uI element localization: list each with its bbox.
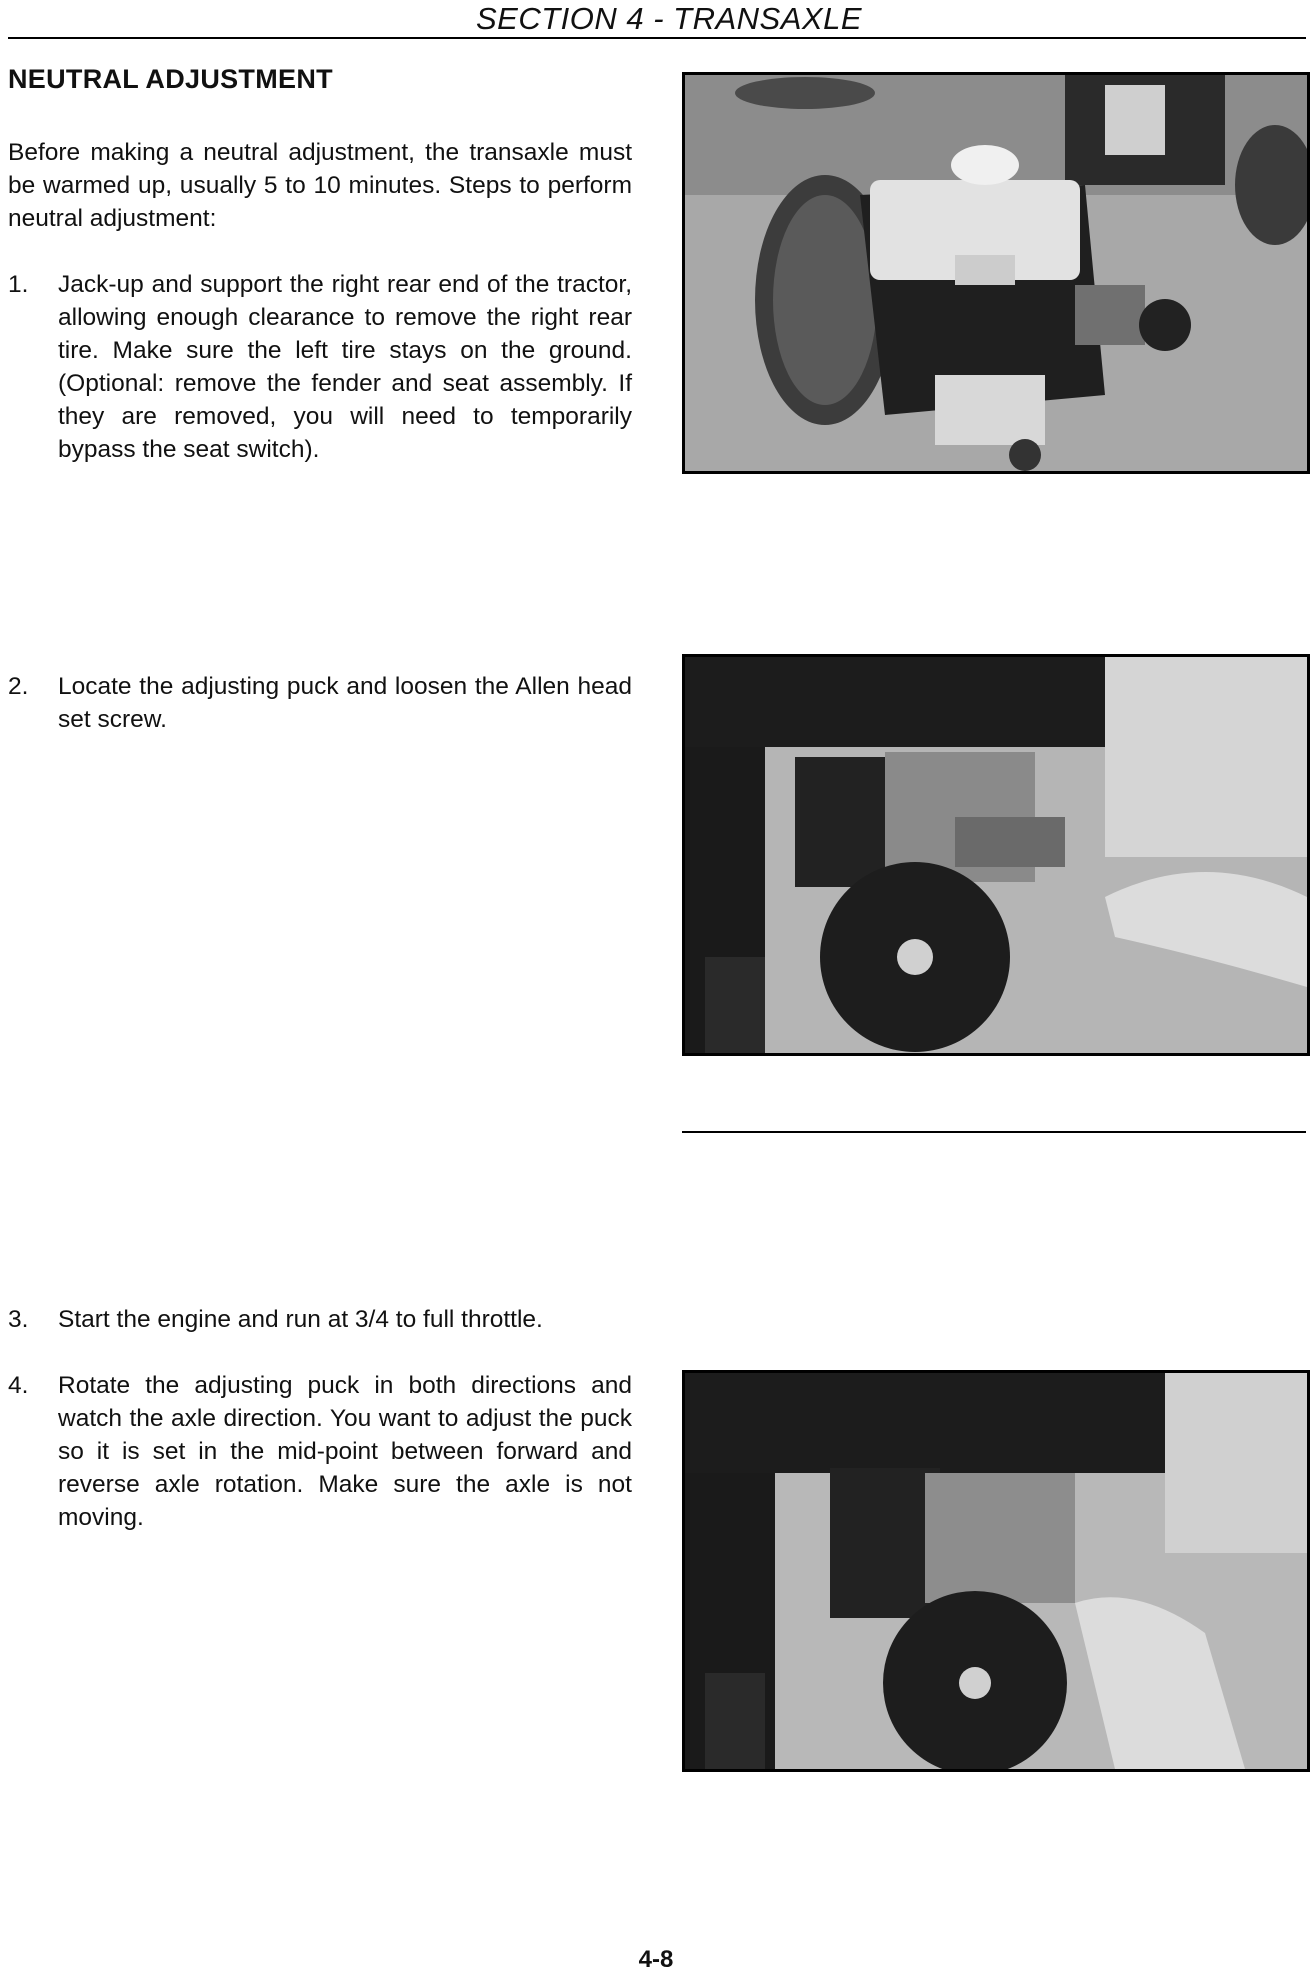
intro-paragraph: Before making a neutral adjustment, the transaxle must be warmed up, usually 5 to 10 minutes. Steps to perform neutral adjustment:: [8, 139, 632, 232]
step-3: [8, 1303, 632, 1336]
header-rule: [8, 37, 1306, 39]
step-3-text: Start the engine and run at 3/4 to full throttle.: [58, 1306, 543, 1333]
step-4-text: Rotate the adjusting puck in both directions and watch the axle direction. You want to adjust the puck so it is set in the mid-point between forward and reverse axle rotation. Make sure the axle is not moving.: [58, 1372, 632, 1531]
step-2-text: Locate the adjusting puck and loosen the Allen head set screw.: [58, 673, 632, 733]
divider-rule: [682, 1131, 1306, 1133]
step-2-number: 2.: [8, 673, 29, 700]
photo-adjusting-puck: [682, 654, 1310, 1056]
photo-rotating-puck: [682, 1370, 1310, 1772]
tractor-jack-illustration: [685, 75, 1307, 471]
puck-rotation-illustration: [685, 1373, 1307, 1769]
step-1-text: Jack-up and support the right rear end of the tractor, allowing enough clearance to remove the right rear tire. Make sure the left tire stays on the ground. (Optional: remove the fender and seat assembly. If they are removed, you will need to temporarily bypass the seat switch).: [58, 271, 632, 463]
step-1-number: 1.: [8, 271, 29, 298]
puck-allen-wrench-illustration: [685, 657, 1307, 1053]
photo-tractor-jacked-up: [682, 72, 1310, 474]
step-4: [8, 1369, 632, 1534]
section-title: SECTION 4 - TRANSAXLE: [475, 1, 862, 36]
page-heading: NEUTRAL ADJUSTMENT: [8, 64, 333, 94]
step-1: [8, 268, 632, 466]
step-3-number: 3.: [8, 1306, 29, 1333]
page-number: 4-8: [638, 1946, 674, 1973]
step-2: [8, 670, 632, 736]
step-4-number: 4.: [8, 1372, 29, 1399]
